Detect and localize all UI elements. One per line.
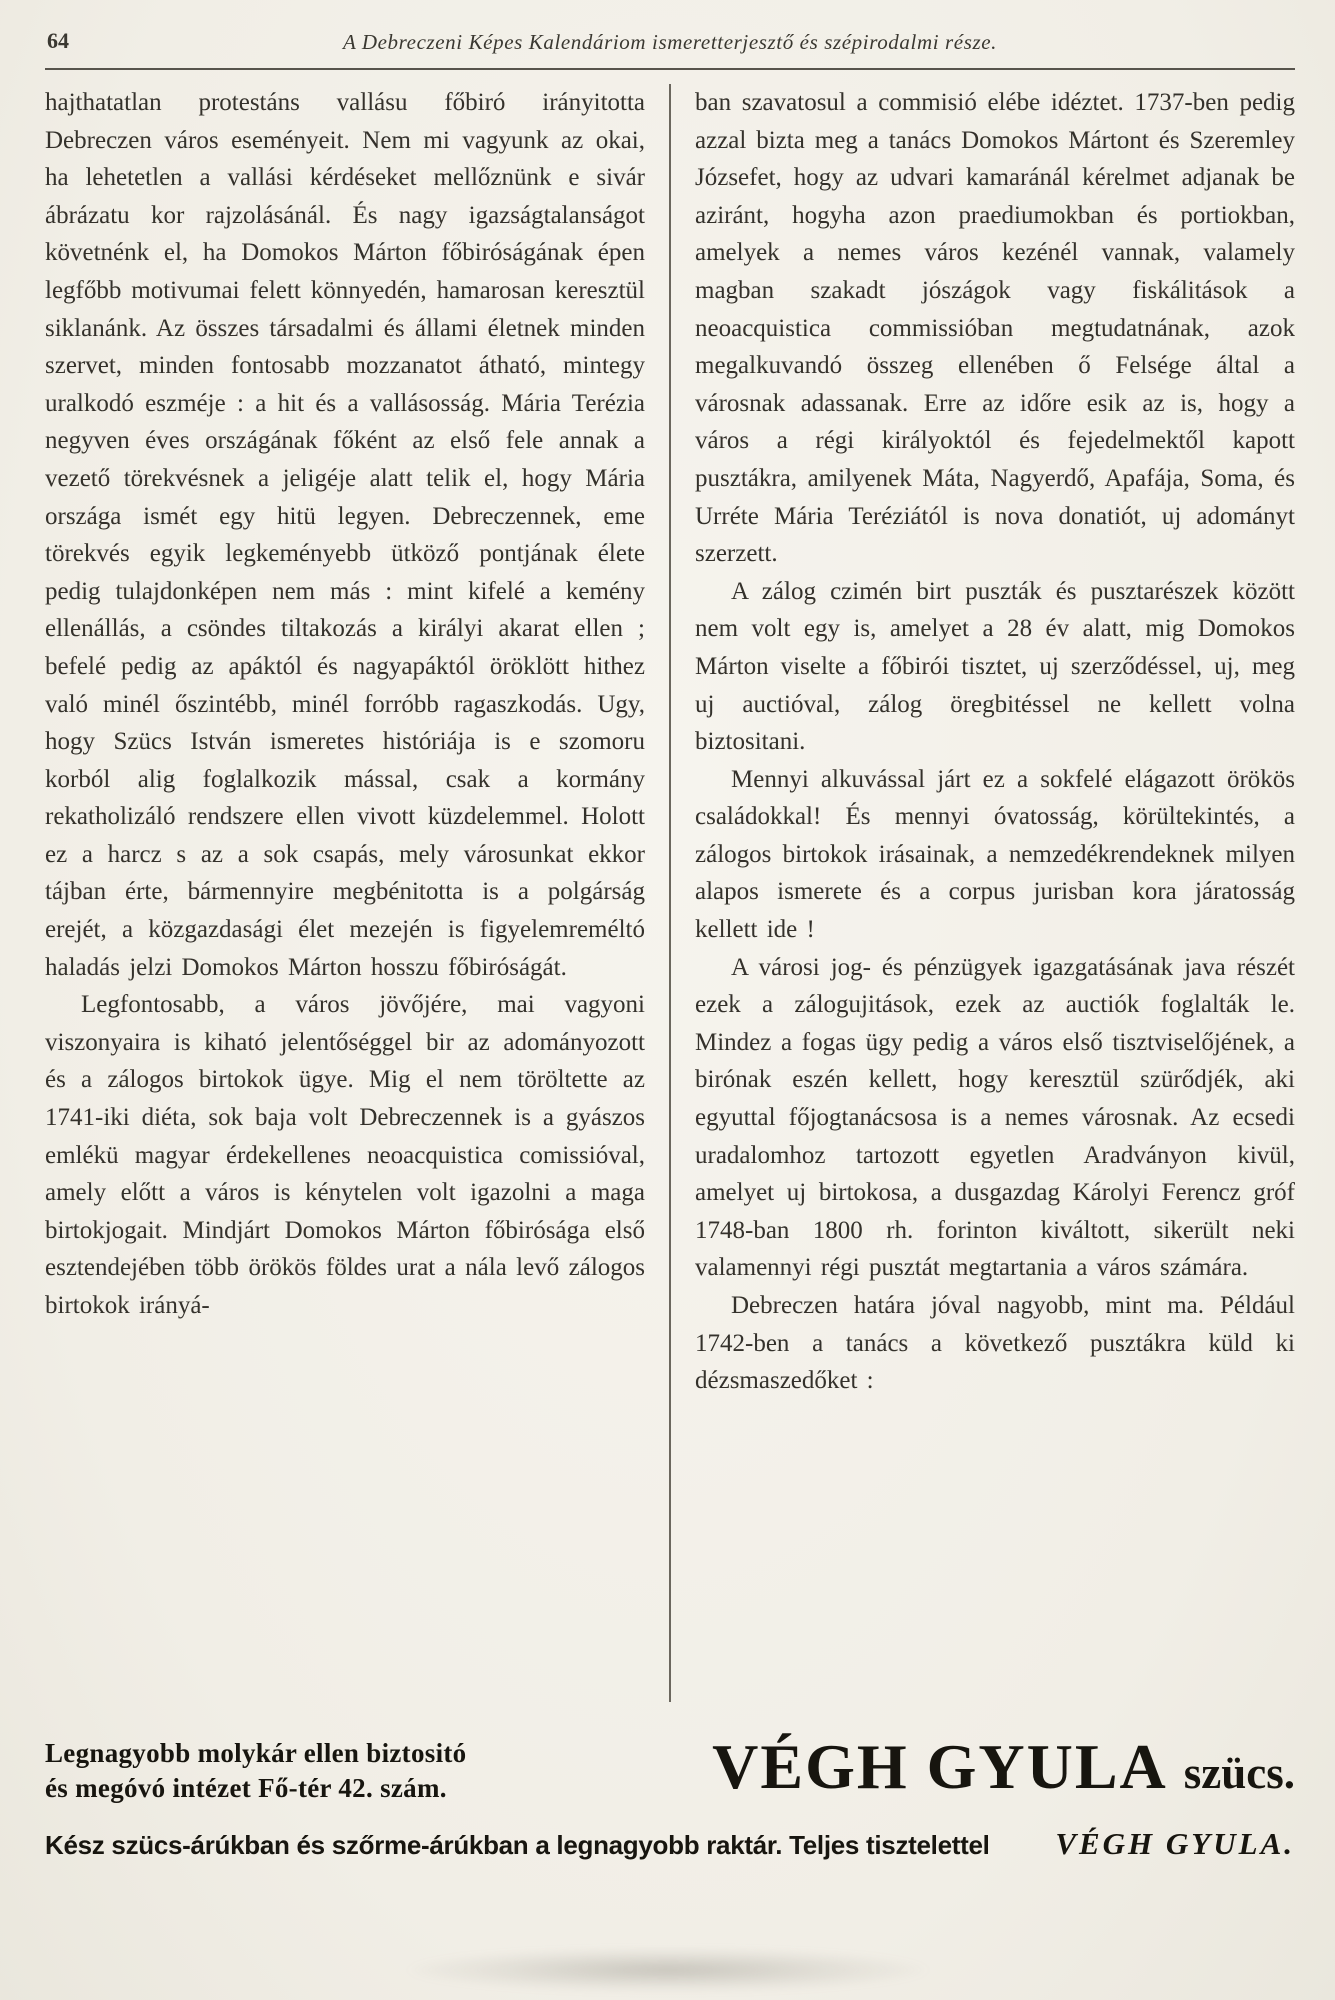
ad-tagline [45, 1736, 525, 1806]
ad-brand [525, 1730, 1295, 1806]
paragraph: Mennyi alkuvással járt ez a sokfelé elágazott örökös családokkal! És mennyi óvatosság, körültekintés, a zálogos birtokok irásainak, a nemzedékrendeknek milyen alapos ismerete és a corpus jurisban kora járatosság kellett ide ! [695, 765, 1295, 944]
ad-brand-name: VÉGH GYULA [712, 1731, 1168, 1802]
header-rule [45, 68, 1295, 70]
ad-tagline-line2: és megóvó intézet Fő-tér 42. szám. [45, 1773, 447, 1803]
left-column [45, 84, 669, 1702]
advertisement [45, 1730, 1295, 1862]
ad-row-2 [45, 1826, 1295, 1862]
scan-smudge [408, 1948, 928, 1992]
right-column [671, 84, 1295, 1702]
ad-footer-signature: VÉGH GYULA. [1055, 1826, 1295, 1861]
page-number: 64 [47, 28, 69, 53]
text-columns [45, 84, 1295, 1702]
paragraph: hajthatatlan protestáns vallásu főbiró irányitotta Debreczen város eseményeit. Nem mi vagyunk az okai, ha lehetetlen a vallási kérdéseket mellőznünk e sivár ábrázatu kor rajzolásánál. És nagy igazságtalanságot követnénk el, ha Domokos Márton főbiróságának épen legfőbb motivumai felett könnyedén, hamarosan keresztül siklanánk. Az összes társadalmi és állami életnek minden szervet, minden fontosabb mozzanatot átható, mintegy uralkodó eszméje : a hit és a vallásosság. Mária Terézia negyven éves országának főként az első fele annak a vezető törekvésnek a jeligéje alatt telik el, hogy Mária országa ismét egy hitü legyen. Debreczennek, eme törekvés egyik legkeményebb ütköző pontjának élete pedig tulajdonképen nem más : mint kifelé a kemény ellenállás, a csöndes tiltakozás a királyi akarat ellen ; befelé pedig az apáktól és nagyapáktól öröklött hithez való minél őszintébb, minél forróbb ragaszkodás. Ugy, hogy Szücs István ismeretes históriája is e szomoru korból alig foglalkozik mással, csak a kormány rekatholizáló rendszere ellen vivott küzdelemmel. Holott ez a harcz s az a sok csapás, mely városunkat ekkor tájban érte, bármennyire megbénitotta is a polgárság erejét, a közgazdasági élet mezején is figyelemreméltó haladás jelzi Domokos Márton hosszu főbiróságát. [45, 89, 645, 981]
paragraph: Debreczen határa jóval nagyobb, mint ma. Például 1742-ben a tanács a következő pusztákra küld ki dézsmaszedőket : [695, 1292, 1295, 1395]
ad-brand-suffix: szücs. [1183, 1748, 1295, 1798]
page-header [45, 26, 1295, 60]
paragraph: A zálog czimén birt puszták és pusztarészek között nem volt egy is, amelyet a 28 év alatt, mig Domokos Márton viselte a főbirói tisztet, uj szerződéssel, uj, meg uj auctióval, zálog öregbitéssel ne kellett volna biztositani. [695, 577, 1295, 756]
ad-tagline-line1: Legnagyobb molykár ellen biztositó [45, 1738, 467, 1768]
paragraph: A városi jog- és pénzügyek igazgatásának java részét ezek a zálogujitások, ezek az auctiók foglalták le. Mindez a fogas ügy pedig a város első tisztviselőjének, a birónak eszén kellett, hogy keresztül szürődjék, aki egyuttal főjogtanácsosa is a nemes városnak. Az ecsedi uradalomhoz tartozott egyetlen Aradványon kivül, amelyet uj birtokosa, a dusgazdag Károlyi Ferencz gróf 1748-ban 1800 rh. forinton kiváltott, sikerült neki valamennyi régi pusztát megtartania a város számára. [695, 953, 1295, 1282]
paragraph: Legfontosabb, a város jövőjére, mai vagyoni viszonyaira is kiható jelentőséggel bir az adományozott és a zálogos birtokok ügye. Mig el nem töröltette az 1741-iki diéta, sok baja volt Debreczennek is a gyászos emlékü magyar érdekellenes neoacquistica comissióval, amely előtt a város is kénytelen volt igazolni a maga birtokjogait. Mindjárt Domokos Márton főbirósága első esztendejében több örökös földes urat a nála levő zálogos birtokok irányá- [45, 991, 645, 1319]
running-title: A Debreczeni Képes Kalendáriom ismeretterjesztő és szépirodalmi része. [342, 30, 998, 54]
paragraph: ban szavatosul a commisió elébe idéztet. 1737-ben pedig azzal bizta meg a tanács Domokos Mártont és Szeremley Józsefet, hogy az udvari kamaránál kérelmet adjanak be aziránt, hogyha azon praediumokban és portiokban, amelyek a nemes város kezénél vannak, valamely magban szakadt jószágok vagy fiskálitások a neoacquistica commissióban megtudatnának, azok megalkuvandó összeg ellenében ő Felsége által a városnak adassanak. Erre az időre esik az is, hogy a város a régi királyoktól és fejedelmektől kapott pusztákra, amilyenek Máta, Nagyerdő, Apafája, Soma, és Urréte Mária Teréziától is nova donatiót, uj adományt szerzett. [695, 89, 1295, 568]
ad-footer-text: Kész szücs-árúkban és szőrme-árúkban a legnagyobb raktár. Teljes tisztelettel [45, 1830, 990, 1860]
ad-row-1 [45, 1730, 1295, 1806]
